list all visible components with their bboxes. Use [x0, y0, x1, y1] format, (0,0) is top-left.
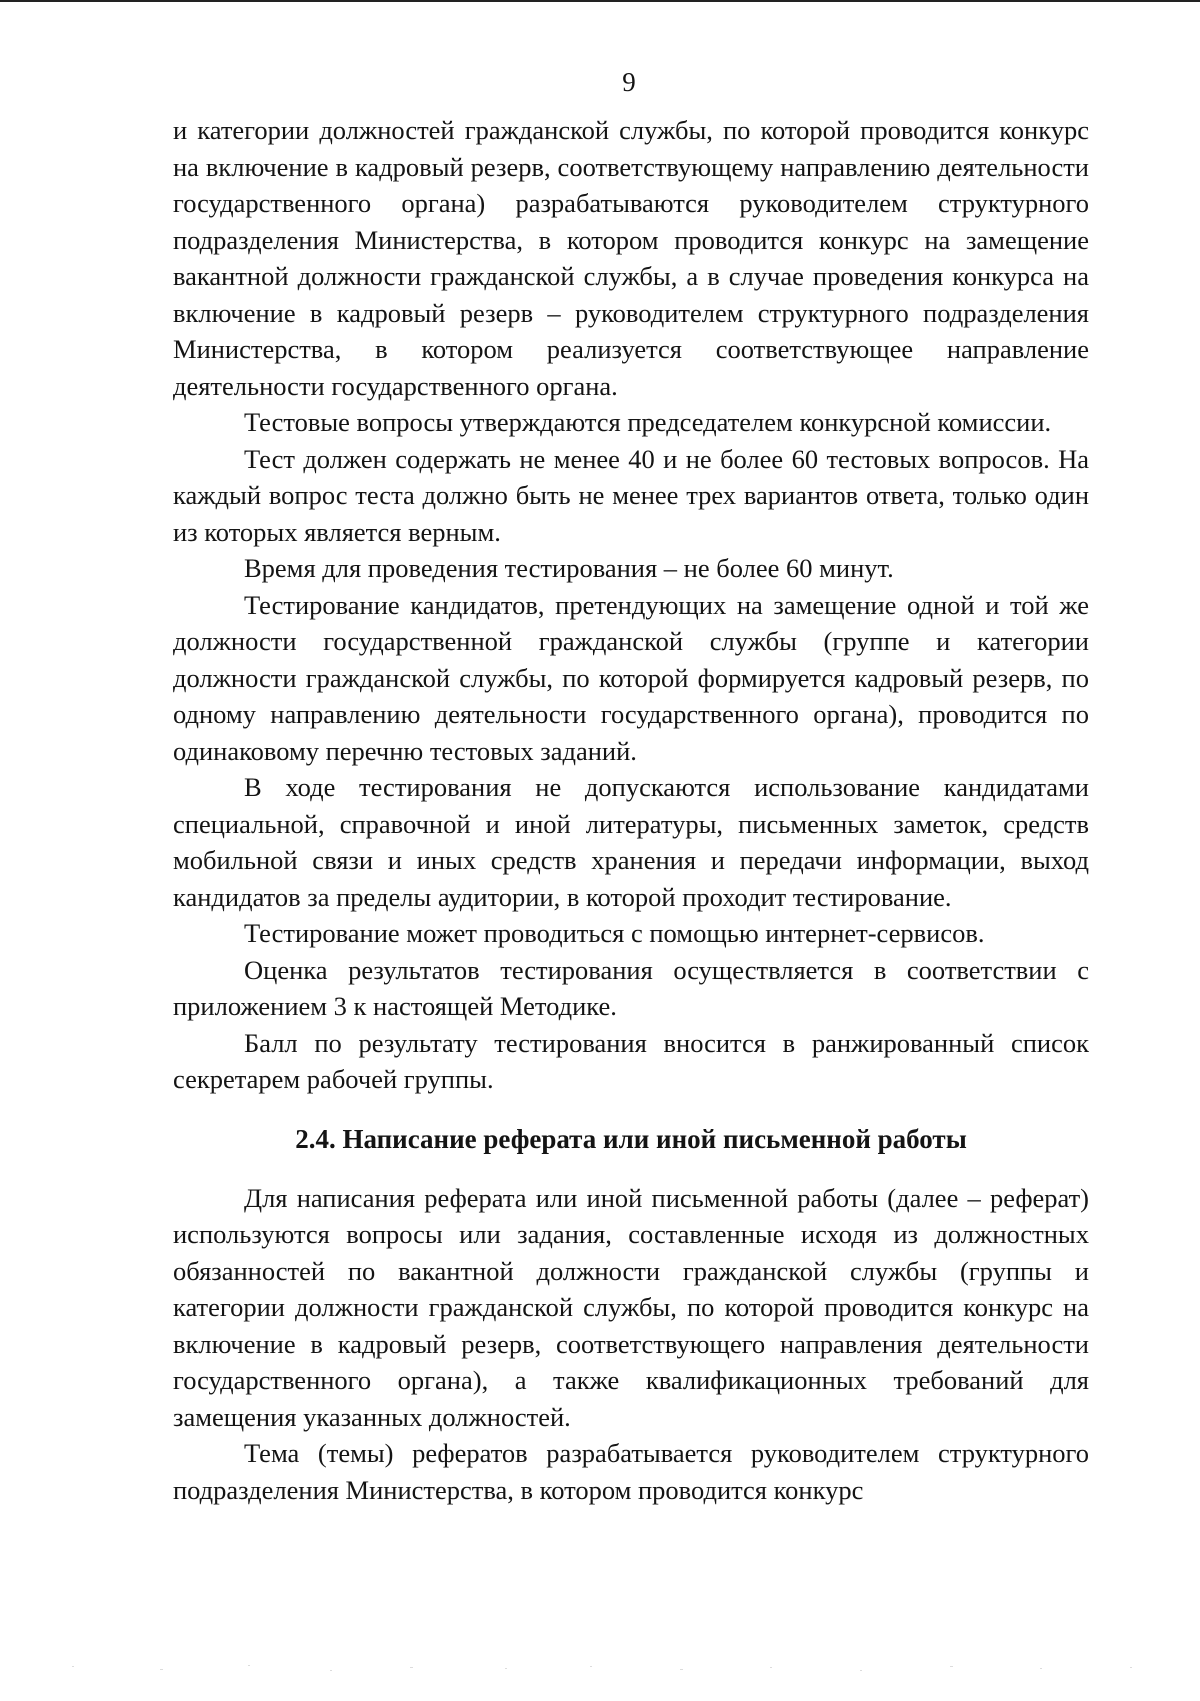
section-heading: 2.4. Написание реферата или иной письменной работы [295, 1123, 967, 1154]
paragraph-test-duration: Время для проведения тестирования – не более 60 минут. [244, 553, 894, 583]
paragraph-essay-topics: Тема (темы) рефератов разрабатывается руководителем структурного подразделения Министерства, в котором проводится конкурс [173, 1438, 1089, 1505]
paragraph-internet-services: Тестирование может проводиться с помощью интернет-сервисов. [244, 918, 985, 948]
paragraph-test-questions-approval: Тестовые вопросы утверждаются председателем конкурсной комиссии. [244, 407, 1052, 437]
page-top-edge [0, 0, 1200, 2]
paragraph-continuation: и категории должностей гражданской службы, по которой проводится конкурс на включение в кадровый резерв, соответствующему направлению деятельности государственного органа) разрабатываются руководителем структурного подразделения Министерства, в котором проводится конкурс на замещение вакантной должности гражданской службы, а в случае проведения конкурса на включение в кадровый резерв – руководителем структурного подразделения Министерства, в котором реализуется соответствующее направление деятельности государственного органа. [173, 115, 1089, 401]
paragraph-essay-questions: Для написания реферата или иной письменной работы (далее – реферат) используются вопросы или задания, составленные исходя из должностных обязанностей по вакантной должности гражданской службы (группы и категории должности гражданской службы, по которой проводится конкурс на включение в кадровый резерв, соответствующего направления деятельности государственного органа), а также квалификационных требований для замещения указанных должностей. [173, 1182, 1089, 1432]
scan-noise [0, 1648, 1200, 1688]
paragraph-results-evaluation: Оценка результатов тестирования осуществляется в соответствии с приложением 3 к настоящей Методике. [173, 954, 1089, 1021]
paragraph-candidate-testing: Тестирование кандидатов, претендующих на замещение одной и той же должности государственной гражданской службы (группе и категории должности гражданской службы, по которой формируется кадровый резерв, по одному направлению деятельности государственного органа), проводится по одинаковому перечню тестовых заданий. [173, 589, 1089, 766]
paragraph-testing-restrictions: В ходе тестирования не допускаются использование кандидатами специальной, справочной и иной литературы, письменных заметок, средств мобильной связи и иных средств хранения и передачи информации, выход кандидатов за пределы аудитории, в которой проходит тестирование. [173, 772, 1089, 912]
document-body [173, 112, 1089, 1508]
paragraph-test-content: Тест должен содержать не менее 40 и не более 60 тестовых вопросов. На каждый вопрос теста должно быть не менее трех вариантов ответа, только один из которых является верным. [173, 443, 1089, 547]
paragraph-score-ranking: Балл по результату тестирования вносится в ранжированный список секретарем рабочей группы. [173, 1027, 1089, 1094]
page-number: 9 [622, 67, 636, 97]
